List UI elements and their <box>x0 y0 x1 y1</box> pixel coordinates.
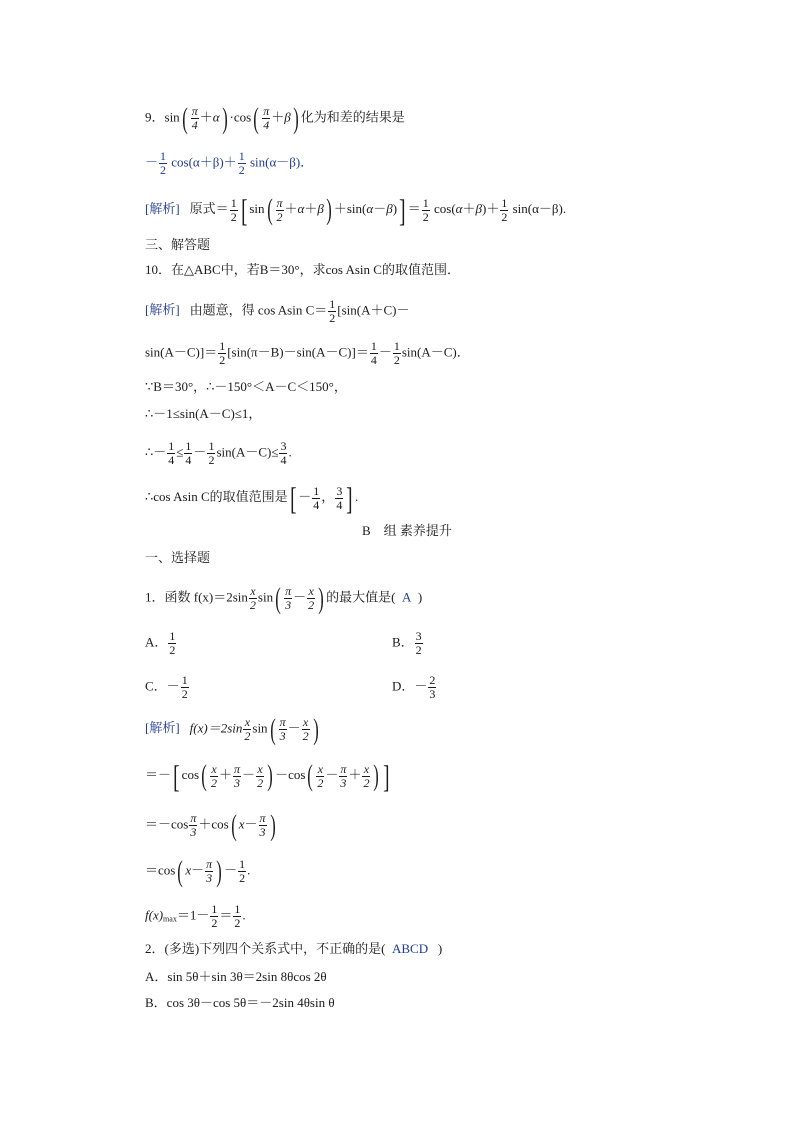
q10-analysis-tag: [解析] <box>145 302 180 318</box>
q9-suffix: 化为和差的结果是 <box>300 109 405 125</box>
q9-number: 9． <box>145 109 165 125</box>
q1-solution-line1: [解析] f(x)＝2sin $\frac{x}{2}$ sin( $\frac{\pi}{3}$ － $\frac{x}{2}$ ) <box>145 712 319 746</box>
q10-line3: ∵B＝30°，∴－150°＜A－C＜150°， <box>145 379 347 394</box>
section-three-heading: 三、解答题 <box>145 237 211 252</box>
q1-solution-line2: ＝－[ cos( $\frac{x}{2}$ ＋ $\frac{\pi}{3}$ － $\frac{x}{2}$ ) －cos( $\frac{x}{2}$ － $\frac{\pi}{3}$ ＋ $\frac{x}{2}$ ) ] <box>145 758 390 794</box>
q10-stem: 10．在△ABC中，若B＝30°，求cos Asin C的取值范围． <box>145 262 460 277</box>
q10-line1: [解析] 由题意，得 cos Asin C＝ $\frac{1}{2}$ [sin(A＋C)－ <box>145 297 410 325</box>
group-b-heading: B 组 素养提升 <box>362 523 452 538</box>
q9-analysis-tag: [解析] <box>145 200 180 216</box>
q9-stem: 9．sin( $\frac{\pi}{4}$ ＋α) ·cos( $\frac{\pi}{4}$ ＋β) 化为和差的结果是 <box>145 101 405 135</box>
q1-option-b: B． $\frac{3}{2}$ <box>392 629 422 657</box>
q1-option-d: D．－ $\frac{2}{3}$ <box>392 673 436 701</box>
q2-option-a: A．sin 5θ＋sin 3θ＝2sin 8θcos 2θ <box>145 969 327 984</box>
q1-solution-line4: ＝cos( x－ $\frac{\pi}{3}$ ) － $\frac{1}{2}$ . <box>145 854 251 888</box>
q10-line6: ∴cos Asin C的取值范围是[ － $\frac{1}{4}$ ， $\frac{3}{4}$ ] . <box>145 480 359 516</box>
q2-option-b: B．cos 3θ－cos 5θ＝－2sin 4θsin θ <box>145 995 335 1010</box>
q2-stem: 2．(多选)下列四个关系式中，不正确的是( ABCD ) <box>145 941 443 956</box>
q1-analysis-tag: [解析] <box>145 720 180 736</box>
q1-solution-line5: $f(x)_{max}=1-$ $\frac{1}{2}$ ＝ $\frac{1}{2}$ . <box>145 902 246 930</box>
q10-line2: sin(A－C)]＝ $\frac{1}{2}$ [sin(π－B)－sin(A－C)]＝ $\frac{1}{4}$ － $\frac{1}{2}$ sin(A－C)． <box>145 339 470 367</box>
q10-line4: ∴－1≤sin(A－C)≤1， <box>145 406 262 421</box>
q2-answer: ABCD <box>392 941 429 956</box>
q1-option-a: A． $\frac{1}{2}$ <box>145 629 176 657</box>
q1-option-c: C．－ $\frac{1}{2}$ <box>145 673 188 701</box>
q10-line5: ∴－ $\frac{1}{4}$ ≤ $\frac{1}{4}$ － $\frac{1}{2}$ sin(A－C)≤ $\frac{3}{4}$ . <box>145 439 292 467</box>
q1-stem: 1．函数 f(x)＝2sin $\frac{x}{2}$ sin( $\frac{\pi}{3}$ － $\frac{x}{2}$ ) 的最大值是( A ) <box>145 581 423 615</box>
section-one-heading: 一、选择题 <box>145 550 211 565</box>
q1-answer: A <box>401 589 412 605</box>
q1-solution-line3: ＝－cos $\frac{\pi}{3}$ ＋cos( x－ $\frac{\pi}{3}$ ) <box>145 808 276 842</box>
q9-solution: [解析] 原式＝ $\frac{1}{2}$ [ sin( $\frac{\pi}{2}$ ＋α＋β) ＋sin(α－β)] ＝ $\frac{1}{2}$ cos(α＋β)＋ $\frac{1}{2}$ sin(α－β). <box>145 192 567 228</box>
q9-answer: － $\frac{1}{2}$ cos(α＋β)＋ $\frac{1}{2}$ sin(α－β)． <box>145 149 314 177</box>
